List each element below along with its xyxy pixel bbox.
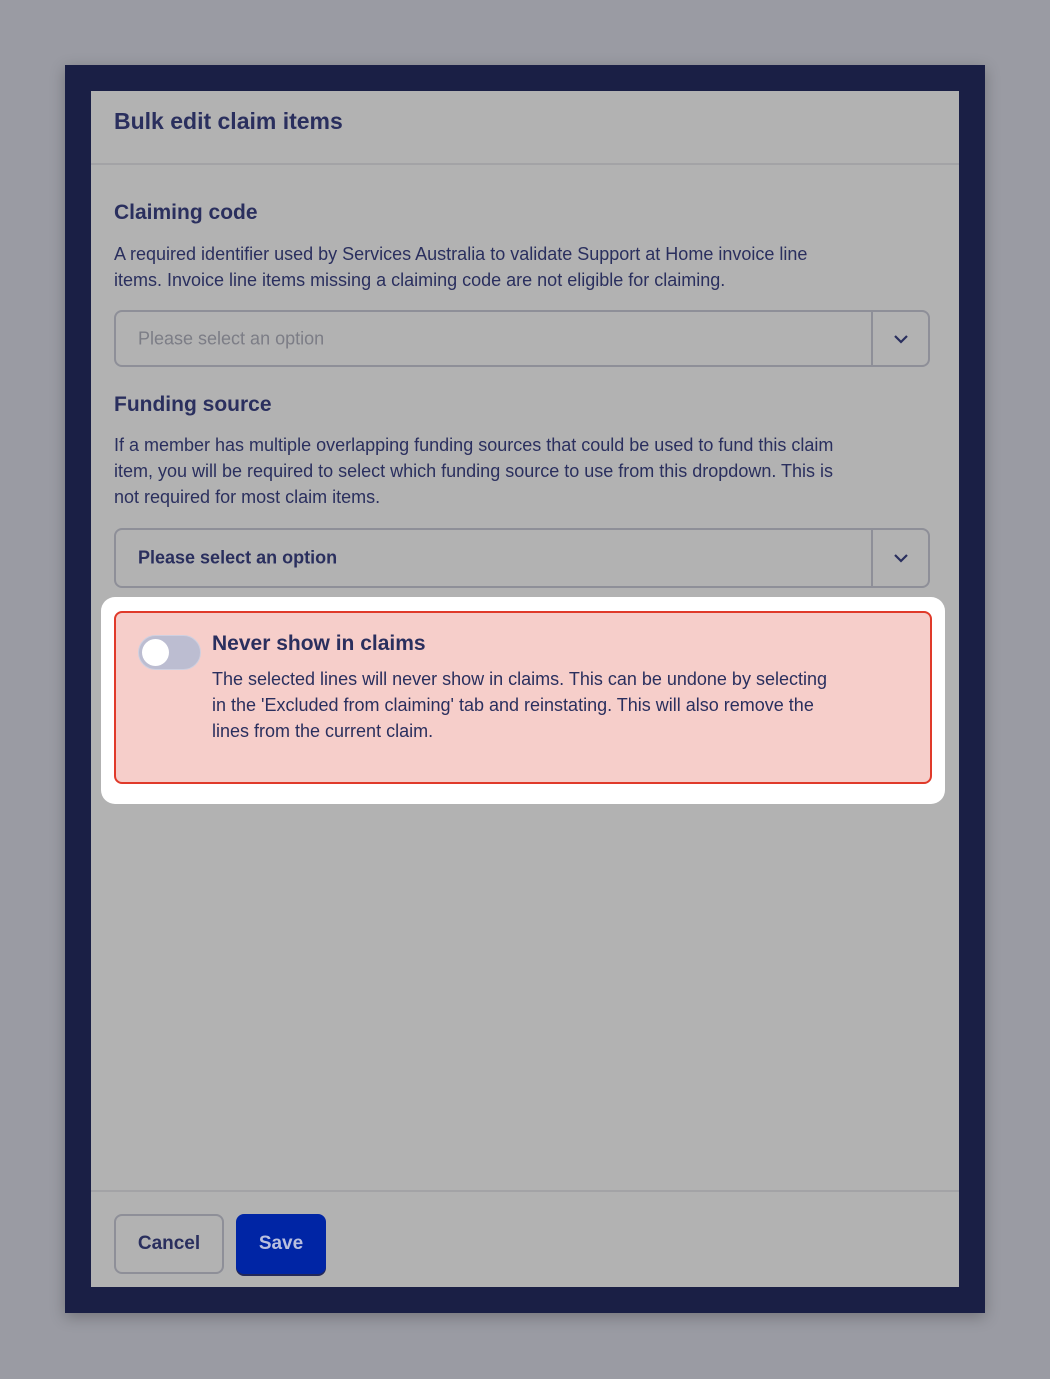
never-show-description: The selected lines will never show in claims. This can be undone by selecting in the 'Excluded from claiming' tab and reinstating. This will also remove the lines from the current claim.	[212, 669, 827, 741]
bulk-edit-dialog	[91, 91, 959, 1287]
cancel-button[interactable]: Cancel	[114, 1214, 224, 1274]
funding-source-label: Funding source	[114, 393, 272, 416]
never-show-warning	[114, 611, 932, 784]
funding-source-placeholder: Please select an option	[138, 547, 338, 568]
funding-source-select[interactable]	[114, 528, 930, 588]
claiming-code-select[interactable]	[114, 310, 930, 367]
never-show-title: Never show in claims	[212, 632, 426, 655]
chevron-down-icon[interactable]	[871, 530, 928, 586]
chevron-down-icon[interactable]	[871, 312, 928, 365]
claiming-code-placeholder: Please select an option	[138, 328, 325, 348]
header-divider	[91, 163, 959, 165]
never-show-toggle[interactable]	[138, 635, 201, 670]
claiming-code-label: Claiming code	[114, 201, 258, 224]
dialog-title: Bulk edit claim items	[114, 108, 343, 134]
claiming-code-description: A required identifier used by Services Australia to validate Support at Home invoice line items. Invoice line items missing a claiming code are not eligible for claiming.	[114, 244, 808, 290]
save-button[interactable]: Save	[236, 1214, 326, 1274]
highlight-region	[101, 597, 945, 804]
funding-source-description: If a member has multiple overlapping funding sources that could be used to fund this claim item, you will be required to select which funding source to use from this dropdown. This is not required for most claim items.	[114, 435, 834, 507]
toggle-knob	[142, 639, 169, 666]
footer-divider	[91, 1190, 959, 1192]
